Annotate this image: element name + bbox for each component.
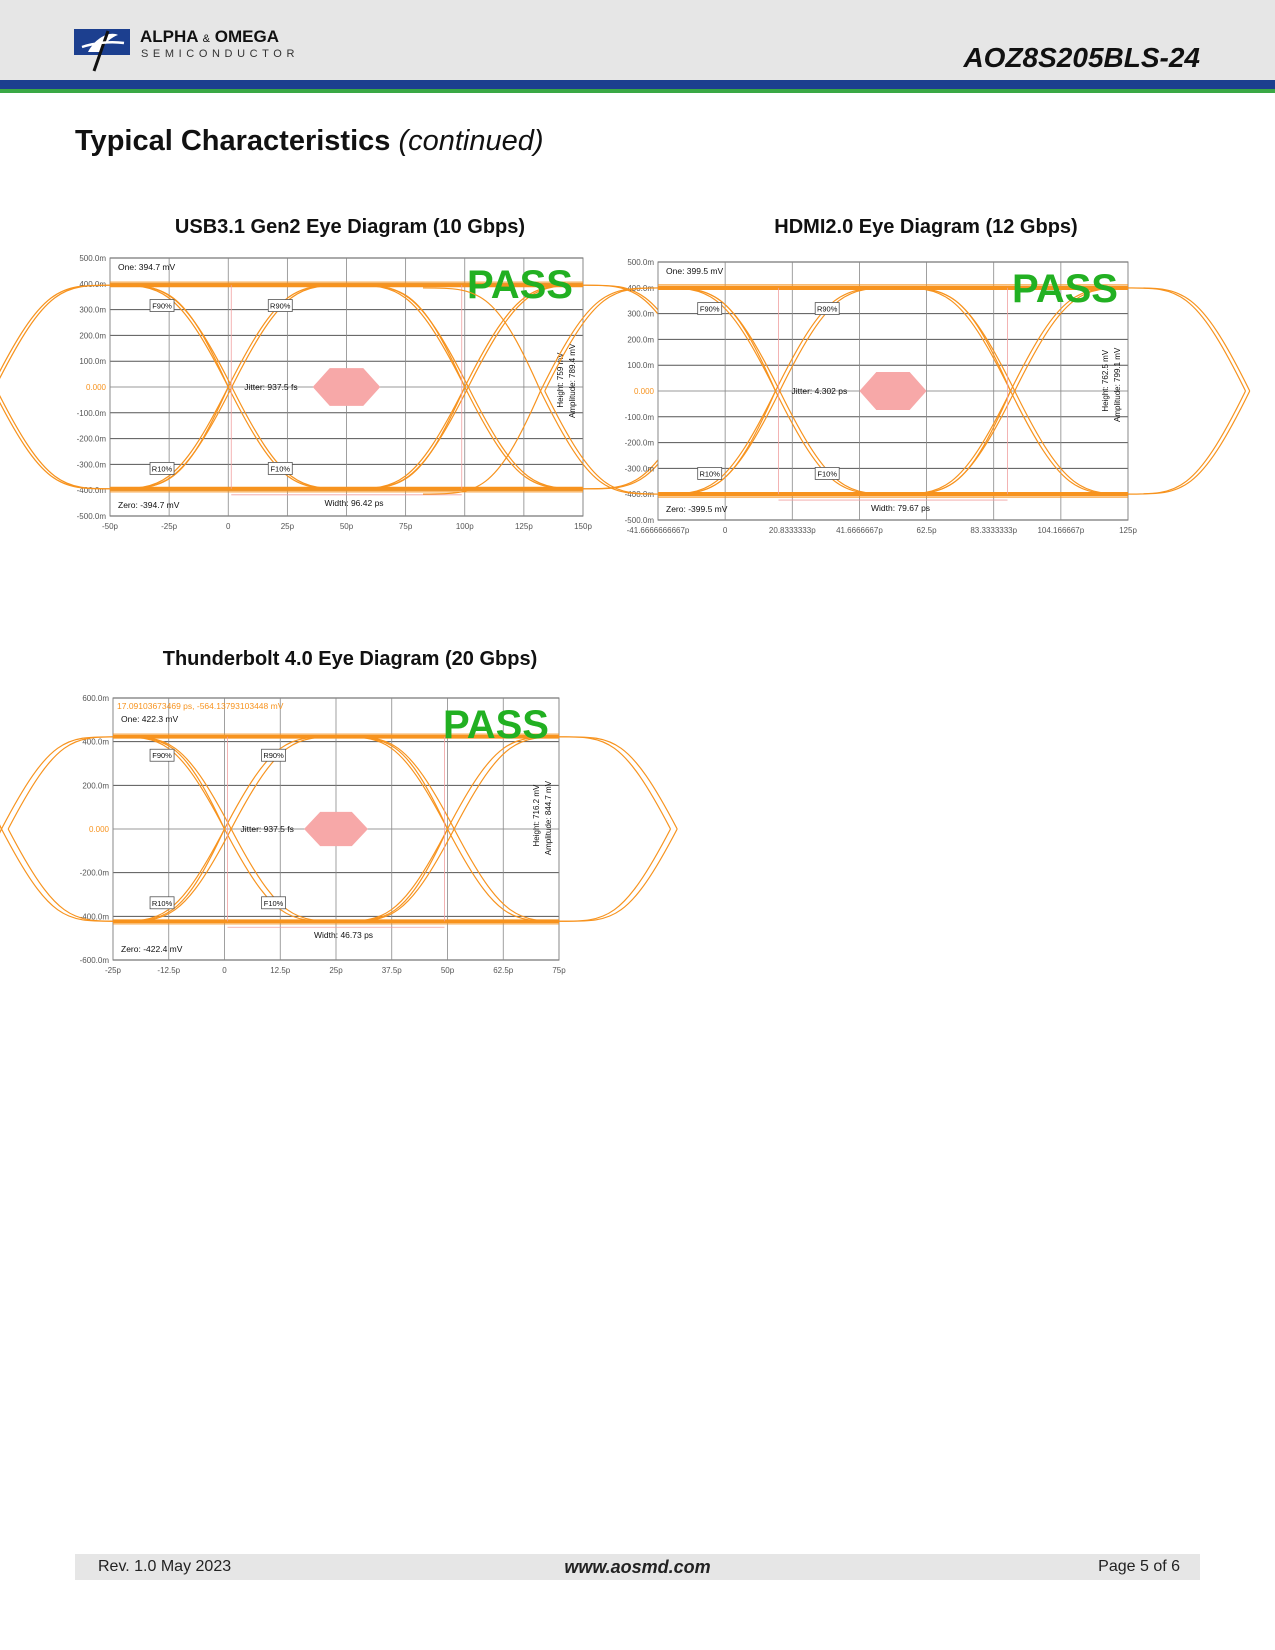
y-tick-label: 300.0m — [627, 309, 654, 319]
height-label: Height: 762.5 mV — [1101, 349, 1110, 412]
website-link[interactable]: www.aosmd.com — [564, 1557, 711, 1577]
y-tick-label: -400.0m — [624, 490, 654, 500]
one-level-label: One: 394.7 mV — [118, 262, 176, 272]
marker-label: F90% — [152, 301, 172, 311]
marker-label: R90% — [263, 751, 284, 761]
height-label: Height: 716.2 mV — [532, 784, 541, 847]
x-tick-label: -50p — [101, 522, 119, 531]
height-label: Height: 759 mV — [556, 352, 565, 408]
jitter-label: Jitter: 937.5 fs — [244, 382, 298, 392]
y-tick-label: 200.0m — [82, 781, 109, 791]
eye-diagram-thunderbolt — [75, 694, 620, 1008]
y-tick-label: -500.0m — [76, 512, 106, 521]
section-title: Typical Characteristics (continued) — [75, 125, 544, 157]
y-tick-label: 500.0m — [79, 254, 106, 263]
one-level-label: One: 422.3 mV — [121, 714, 179, 724]
x-tick-label: 25p — [280, 522, 295, 531]
x-tick-label: 50p — [440, 966, 455, 975]
marker-label: F90% — [699, 304, 720, 314]
x-tick-label: 62.5p — [493, 966, 514, 975]
y-tick-label: 100.0m — [79, 357, 106, 367]
y-tick-label: -200.0m — [76, 434, 106, 444]
marker-label: F90% — [152, 751, 172, 761]
eye-diagram-hdmi — [624, 258, 1195, 567]
y-tick-label: -400.0m — [76, 486, 106, 496]
marker-label: F10% — [263, 898, 284, 908]
chart-title-usb: USB3.1 Gen2 Eye Diagram (10 Gbps) — [174, 216, 526, 238]
y-tick-label: 0.000 — [88, 825, 109, 834]
x-tick-label: 125p — [1119, 526, 1137, 535]
transition-trace — [0, 737, 2, 829]
marker-label: F10% — [817, 469, 837, 479]
y-tick-label: 200.0m — [79, 331, 106, 341]
x-tick-label: 150p — [574, 522, 592, 531]
x-tick-label: 0 — [226, 522, 231, 531]
y-tick-label: -200.0m — [624, 438, 654, 448]
pass-stamp: PASS — [443, 703, 549, 747]
marker-label: R10% — [151, 898, 173, 908]
pass-stamp: PASS — [1012, 267, 1118, 311]
cursor-readout: 17.09103673469 ps, -564.13793103448 mV — [117, 701, 284, 711]
page-number: Page 5 of 6 — [1098, 1558, 1180, 1575]
one-level-label: One: 399.5 mV — [666, 266, 724, 276]
zero-level-label: Zero: -399.5 mV — [666, 504, 728, 514]
marker-label: F10% — [270, 464, 291, 474]
x-tick-label: -25p — [161, 522, 178, 531]
y-tick-label: 100.0m — [627, 361, 654, 371]
x-tick-label: 0 — [222, 966, 227, 975]
x-tick-label: 50p — [339, 522, 354, 531]
amplitude-label: Amplitude: 844.7 mV — [544, 780, 553, 856]
chart-title-thunderbolt: Thunderbolt 4.0 Eye Diagram (20 Gbps) — [162, 648, 538, 670]
x-tick-label: -12.5p — [157, 966, 181, 975]
eye-plot-group — [0, 694, 677, 975]
x-tick-label: 75p — [398, 522, 413, 531]
pass-stamp: PASS — [467, 263, 573, 307]
x-tick-label: -25p — [104, 966, 122, 975]
x-tick-label: 25p — [329, 966, 343, 975]
transition-trace — [0, 829, 2, 921]
x-tick-label: 0 — [722, 526, 728, 535]
chart-title-hdmi: HDMI2.0 Eye Diagram (12 Gbps) — [774, 216, 1078, 238]
y-tick-label: -600.0m — [79, 956, 109, 965]
x-tick-label: 62.5p — [916, 526, 937, 535]
y-tick-label: 300.0m — [79, 305, 106, 315]
x-tick-label: 100p — [455, 522, 474, 531]
y-tick-label: 400.0m — [627, 283, 654, 293]
y-tick-label: 0.000 — [633, 387, 654, 396]
jitter-label: Jitter: 4.302 ps — [791, 386, 848, 396]
y-tick-label: -200.0m — [79, 868, 109, 878]
jitter-label: Jitter: 937.5 fs — [240, 824, 294, 834]
header-green-bar — [0, 89, 1275, 93]
page-footer — [75, 1554, 1200, 1580]
y-tick-label: 0.000 — [85, 383, 106, 392]
y-tick-label: 500.0m — [627, 258, 654, 267]
y-tick-label: 200.0m — [627, 335, 654, 345]
marker-label: R90% — [816, 304, 838, 314]
x-tick-label: 41.6666667p — [836, 526, 883, 535]
marker-label: R10% — [151, 464, 173, 474]
width-label: Width: 46.73 ps — [314, 930, 374, 941]
x-tick-label: -41.6666666667p — [626, 526, 690, 535]
x-tick-label: 75p — [552, 966, 566, 975]
y-tick-label: -400.0m — [79, 912, 109, 922]
x-tick-label: 104.166667p — [1037, 526, 1085, 535]
y-tick-label: -100.0m — [624, 412, 654, 422]
eye-plot-group — [0, 254, 705, 531]
y-tick-label: -300.0m — [624, 464, 654, 474]
x-tick-label: 125p — [514, 522, 533, 531]
x-tick-label: 20.8333333p — [768, 526, 816, 535]
part-number: AOZ8S205BLS-24 — [963, 42, 1200, 73]
y-tick-label: -100.0m — [76, 408, 106, 418]
zero-level-label: Zero: -422.4 mV — [121, 944, 183, 954]
revision-text: Rev. 1.0 May 2023 — [98, 1558, 232, 1575]
y-tick-label: 400.0m — [79, 279, 106, 289]
brand-subtitle: SEMICONDUCTOR — [141, 48, 299, 60]
marker-label: R10% — [699, 469, 720, 479]
marker-label: R90% — [270, 301, 291, 311]
y-tick-label: -500.0m — [624, 516, 654, 525]
brand-name: ALPHA & OMEGA — [140, 27, 279, 46]
amplitude-label: Amplitude: 789.4 mV — [568, 343, 577, 418]
width-label: Width: 96.42 ps — [324, 497, 384, 508]
y-tick-label: 400.0m — [82, 737, 109, 747]
x-tick-label: 83.3333333p — [970, 526, 1018, 535]
width-label: Width: 79.67 ps — [871, 503, 931, 514]
header-blue-bar — [0, 80, 1275, 89]
x-tick-label: 12.5p — [270, 966, 291, 975]
alpha-omega-logo-icon — [74, 25, 130, 73]
amplitude-label: Amplitude: 799.1 mV — [1113, 347, 1122, 422]
zero-level-label: Zero: -394.7 mV — [118, 500, 180, 510]
y-tick-label: -300.0m — [76, 460, 106, 470]
eye-diagram-usb — [75, 254, 620, 563]
y-tick-label: 600.0m — [82, 694, 109, 703]
x-tick-label: 37.5p — [381, 966, 402, 975]
